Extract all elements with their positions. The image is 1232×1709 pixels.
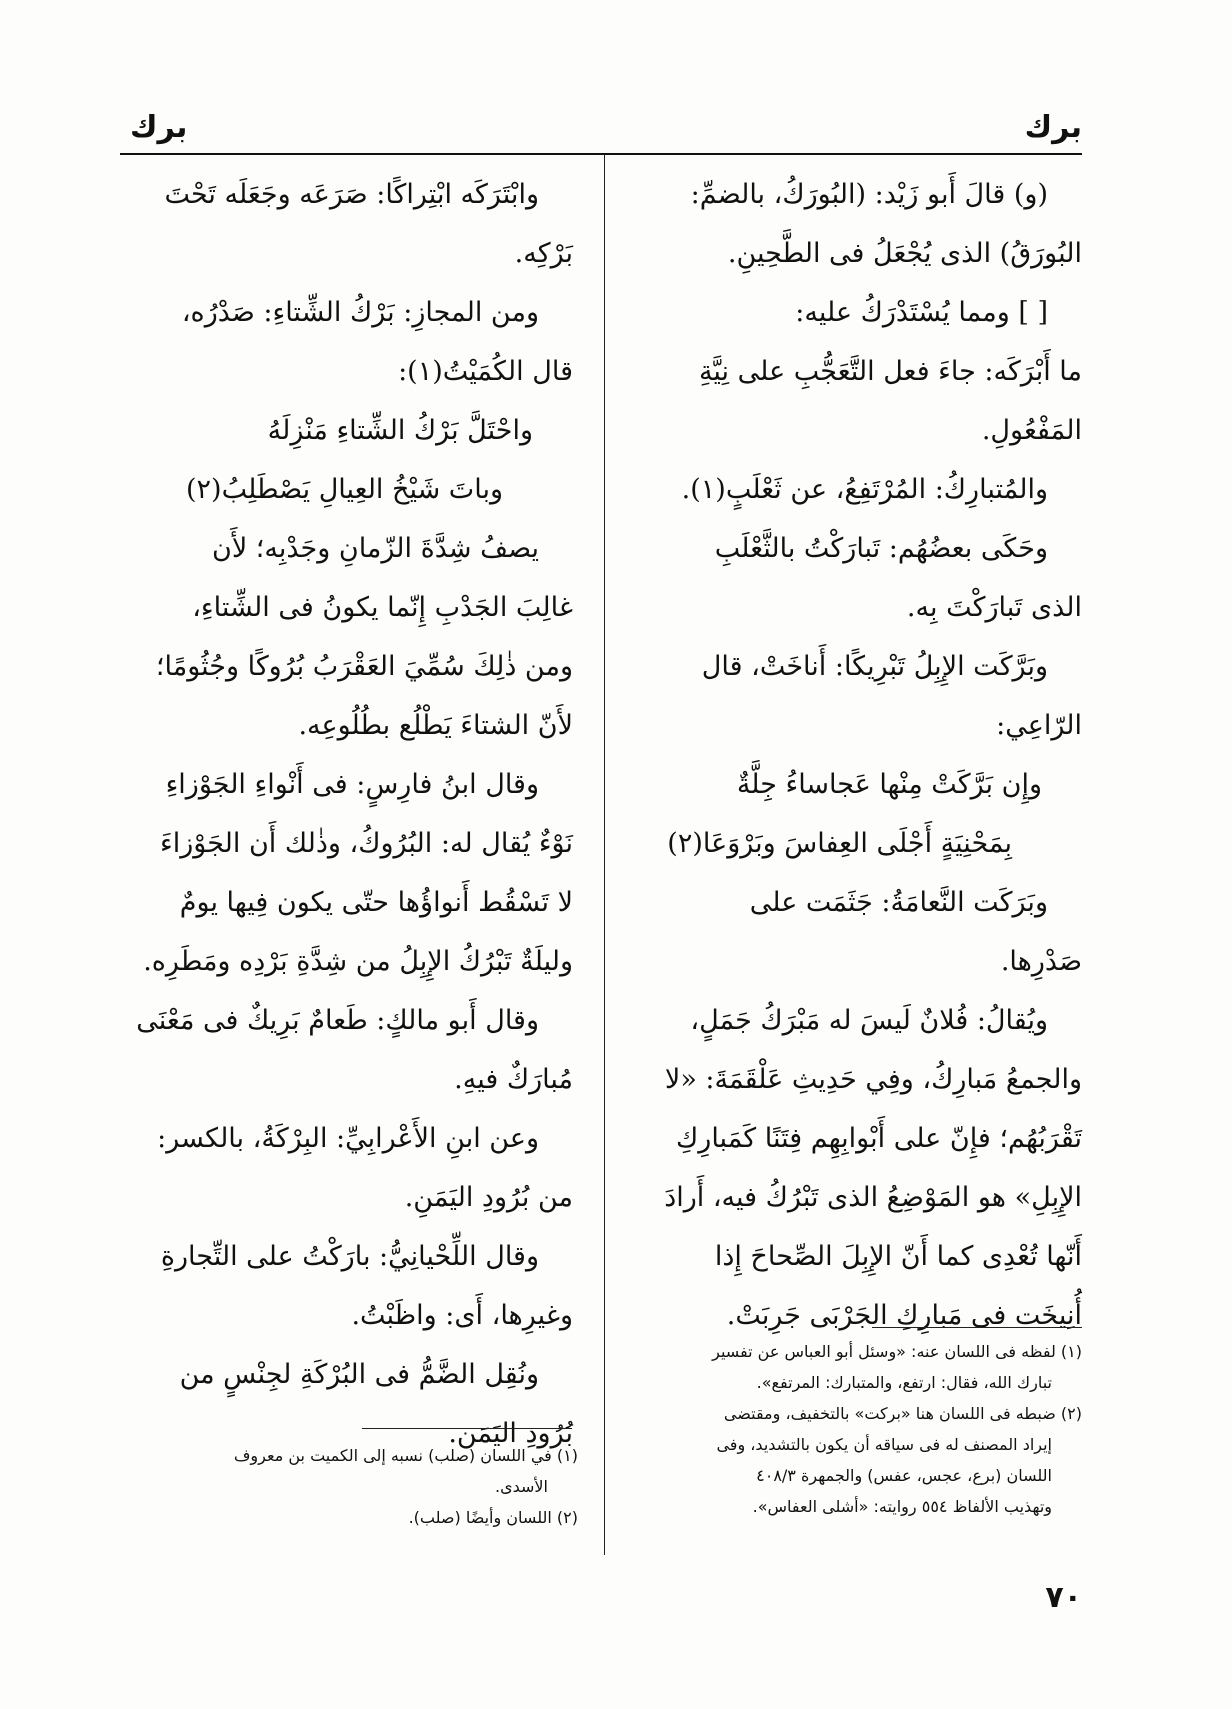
text-line: [ ] ومما يُسْتَدْرَكُ عليه: <box>795 297 1048 328</box>
text-line: أُنِيخَت فى مَبارِكِ الجَرْبَى جَرِبَتْ. <box>726 1300 1082 1331</box>
text-line: ومن المجازِ: بَرْكُ الشِّتاءِ: صَدْرُه، <box>181 297 539 328</box>
footnotes-right <box>652 1336 1082 1522</box>
header-rule <box>120 153 1082 155</box>
verse-line: بِمَحْنِيَةٍ أَجْلَى العِفاسَ وبَرْوَعَا(٢) <box>667 828 1012 859</box>
footnote-rule-left <box>362 1428 572 1429</box>
text-line: ويُقالُ: فُلانٌ لَيسَ له مَبْرَكُ جَمَلٍ، <box>690 1005 1048 1036</box>
text-line: وغيرِها، أَى: واظَبْتُ. <box>351 1300 573 1331</box>
verse-line: واحْتَلَّ بَرْكُ الشِّتاءِ مَنْزِلَهُ <box>267 415 533 446</box>
footnote-line: (١) في اللسان (صلب) نسبه إلى الكميت بن معروف <box>233 1446 578 1465</box>
text-line: وبَرَكَت النَّعامَةُ: جَثَمَت على <box>749 887 1048 918</box>
running-header-right: برك <box>1024 110 1082 145</box>
text-line: البُورَقُ) الذى يُجْعَلُ فى الطَّحِينِ. <box>727 238 1082 269</box>
text-line: مُبارَكٌ فيهِ. <box>454 1064 573 1095</box>
text-line: لأَنّ الشتاءَ يَطْلُع بطُلُوعِه. <box>298 710 573 741</box>
text-line: من بُرُودِ اليَمَنِ. <box>404 1182 573 1213</box>
footnote-rule-right <box>872 1327 1082 1328</box>
text-line: بَرْكِه. <box>514 238 573 269</box>
column-divider <box>604 155 605 1555</box>
text-line: أَنّها تُعْدِى كما أَنّ الإِبِلَ الصِّحاحَ إِذا <box>714 1241 1082 1272</box>
left-column-text <box>128 165 573 1463</box>
text-line: ونُقِل الضَّمُّ فى البُرْكَةِ لجِنْسٍ من <box>179 1359 539 1390</box>
text-line: غالِبَ الجَدْبِ إِنّما يكونُ فى الشِّتاءِ، <box>192 592 573 623</box>
footnote-line: اللسان (برع، عجس، عفس) والجمهرة ٤٠٨/٣ <box>756 1466 1052 1485</box>
text-line: بُرُودِ اليَمَن. <box>448 1418 573 1449</box>
text-line: وليلَةٌ تَبْرُكُ الإِبِلُ من شِدَّةِ بَرْدِه ومَطَرِه. <box>143 946 573 977</box>
text-line: الإِبِلِ» هو المَوْضِعُ الذى تَبْرُكُ فيه، أَرادَ <box>664 1182 1082 1213</box>
text-line: تَقْرَبُهُم؛ فإِنّ على أَبْوابِهِم فِتَنًا كَمَبارِكِ <box>676 1123 1082 1154</box>
footnote-line: تبارك الله، فقال: ارتفع، والمتبارك: المرتفع». <box>756 1373 1052 1392</box>
text-line: وقال اللِّحْيانِيُّ: بارَكْتُ على التِّجارةِ <box>160 1241 539 1272</box>
footnote-line: (٢) ضبطه فى اللسان هنا «بركت» بالتخفيف، ومقتضى <box>723 1404 1082 1423</box>
footnote-line: إيراد المصنف له فى سياقه أن يكون بالتشديد، وفى <box>716 1435 1052 1454</box>
verse-line: وباتَ شَيْخُ العِيالِ يَصْطَلِبُ(٢) <box>185 474 503 505</box>
text-line: والمُتبارِكُ: المُرْتَفِعُ، عن ثَعْلَبٍ(١). <box>681 474 1048 505</box>
text-line: والجمعُ مَبارِكُ، وفِي حَدِيثِ عَلْقَمَةَ: «لا <box>664 1064 1082 1095</box>
page-number: ٧٠ <box>1045 1580 1082 1615</box>
text-line: وابْتَرَكَه ابْتِراكًا: صَرَعَه وجَعَلَه تَحْتَ <box>164 179 539 210</box>
right-column-text <box>654 165 1082 1345</box>
text-line: وعن ابنِ الأَعْرابِيِّ: البِرْكَةُ، بالكسر: <box>157 1123 539 1154</box>
text-line: وحَكَى بعضُهُم: تَبارَكْتُ بالثَّعْلَبِ <box>714 533 1048 564</box>
text-line: الذى تَبارَكْتَ بِه. <box>906 592 1082 623</box>
text-line: ما أَبْرَكَه: جاءَ فعل التَّعَجُّبِ على نِيَّةِ <box>698 356 1082 387</box>
footnotes-left <box>128 1440 578 1533</box>
text-line: الرّاعِي: <box>996 710 1082 741</box>
footnote-line: (١) لفظه فى اللسان عنه: «وسئل أبو العباس عن تفسير <box>712 1342 1082 1361</box>
text-line: قال الكُمَيْتُ(١): <box>398 356 573 387</box>
verse-line: وإِن بَرَّكَتْ مِنْها عَجاساءُ جِلَّةٌ <box>736 769 1042 800</box>
text-line: ومن ذٰلِكَ سُمِّيَ العَقْرَبُ بُرُوكًا وجُثُومًا؛ <box>155 651 573 682</box>
footnote-line: الأسدى. <box>495 1477 548 1496</box>
text-line: وقال ابنُ فارِسٍ: فى أَنْواءِ الجَوْزاءِ <box>165 769 539 800</box>
text-line: صَدْرِها. <box>1000 946 1082 977</box>
text-line: يصفُ شِدَّةَ الزّمانِ وجَدْبِه؛ لأَن <box>212 533 539 564</box>
footnote-line: وتهذيب الألفاظ ٥٥٤ روايته: «أشلى العفاس». <box>752 1497 1052 1516</box>
text-line: المَفْعُولِ. <box>981 415 1082 446</box>
text-line: وقال أَبو مالكٍ: طَعامٌ بَرِيكٌ فى مَعْنَى <box>136 1005 539 1036</box>
text-line: نَوْءٌ يُقال له: البُرُوكُ، وذٰلك أَن الجَوْزاءَ <box>160 828 573 859</box>
footnote-line: (٢) اللسان وأيضًا (صلب). <box>408 1508 578 1527</box>
running-header-left: برك <box>130 110 188 145</box>
text-line: (و) قالَ أَبو زَيْد: (البُورَكُ، بالضمِّ: <box>690 179 1048 210</box>
text-line: وبَرَّكَت الإِبِلُ تَبْرِيكًا: أَناخَتْ، قال <box>701 651 1048 682</box>
text-line: لا تَسْقُط أَنواؤُها حتّى يكون فِيها يومٌ <box>179 887 573 918</box>
